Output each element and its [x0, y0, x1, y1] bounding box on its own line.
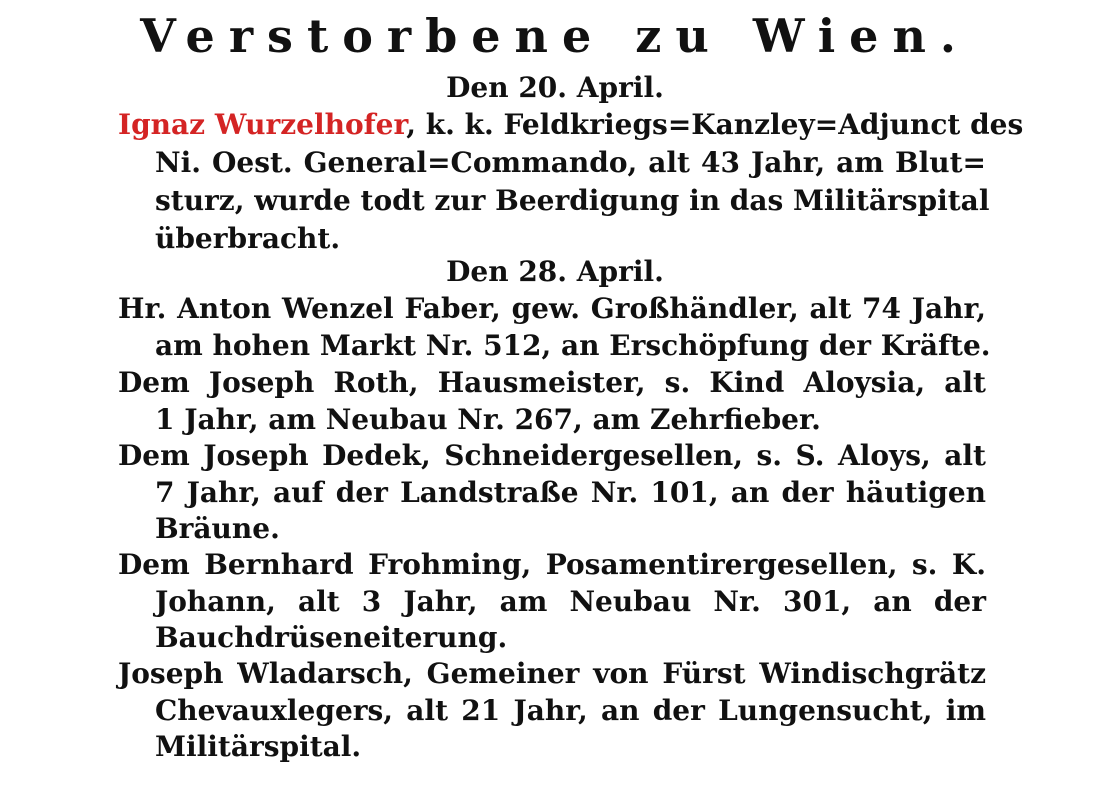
entry-line: Bauchdrüseneiterung.	[155, 621, 508, 654]
section-date: Den 20. April.	[446, 71, 664, 104]
entry-line: Hr. Anton Wenzel Faber, gew. Großhändler, alt 74 Jahr,	[118, 292, 986, 325]
highlighted-name: Ignaz Wurzelhofer	[118, 108, 407, 141]
entry-line: überbracht.	[155, 222, 341, 255]
entry-line: 7 Jahr, auf der Landstraße Nr. 101, an der häutigen	[155, 476, 986, 509]
entry-line: Ni. Oest. General=Commando, alt 43 Jahr, am Blut=	[155, 146, 986, 179]
entry-line: Bräune.	[155, 512, 280, 545]
entry-line: am hohen Markt Nr. 512, an Erschöpfung der Kräfte.	[155, 329, 991, 362]
page-title: Verstorbene zu Wien.	[140, 9, 970, 63]
entry-line: Dem Joseph Roth, Hausmeister, s. Kind Aloysia, alt	[118, 366, 986, 399]
entry-line: Chevauxlegers, alt 21 Jahr, an der Lungensucht, im	[155, 694, 986, 727]
entry-line: 1 Jahr, am Neubau Nr. 267, am Zehrfieber.	[155, 403, 821, 436]
entry-line	[118, 106, 1024, 144]
entry-line: Joseph Wladarsch, Gemeiner von Fürst Windischgrätz	[118, 657, 986, 690]
entry-line: sturz, wurde todt zur Beerdigung in das Militärspital	[155, 184, 990, 217]
entry-line: Dem Bernhard Frohming, Posamentirergesellen, s. K.	[118, 548, 986, 581]
entry-line-text: , k. k. Feldkriegs=Kanzley=Adjunct des	[406, 108, 1024, 141]
section-date: Den 28. April.	[446, 255, 664, 288]
entry-line: Dem Joseph Dedek, Schneidergesellen, s. S. Aloys, alt	[118, 439, 986, 472]
entry-line: Johann, alt 3 Jahr, am Neubau Nr. 301, an der	[155, 585, 986, 618]
entry-line: Militärspital.	[155, 730, 362, 763]
